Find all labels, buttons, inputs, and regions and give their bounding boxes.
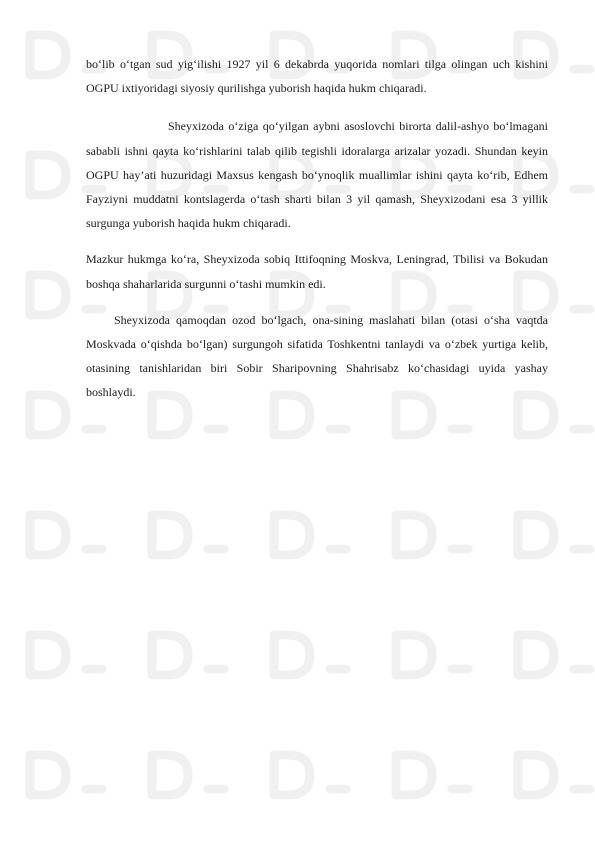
watermark-glyph (152, 635, 188, 675)
document-body (86, 52, 548, 405)
watermark-glyph (30, 395, 66, 435)
watermark-glyph (30, 35, 66, 75)
watermark-glyph (518, 755, 554, 795)
watermark-glyph (274, 635, 310, 675)
watermark-glyph (396, 515, 432, 555)
watermark-glyph (152, 515, 188, 555)
watermark-glyph (518, 515, 554, 555)
watermark-glyph (274, 755, 310, 795)
watermark-glyph (30, 275, 66, 315)
watermark-glyph (396, 755, 432, 795)
watermark-glyph (396, 635, 432, 675)
watermark-glyph (30, 155, 66, 195)
watermark-glyph (518, 635, 554, 675)
watermark-glyph (30, 635, 66, 675)
watermark-glyph (30, 755, 66, 795)
paragraph-1: bo‘lib o‘tgan sud yig‘ilishi 1927 yil 6 dekabrda yuqorida nomlari tilga olingan uch kishini OGPU ixtiyoridagi siyosiy qurilishga yuborish haqida hukm chiqaradi. (86, 57, 548, 96)
paragraph-2: Sheyxizoda o‘ziga qo‘yilgan aybni asoslovchi birorta dalil-ashyo bo‘lmagani sababli ishni qayta ko‘rishlarini talab qilib tegishli idoralarga arizalar yozadi. Shundan keyin OGPU hay’ati huzuridagi Maxsus kengash bo‘ynoqlik muallimlar ishini qayta ko‘rib, Edhem Fayziyni muddatni kontslagerda o‘tash sharti bilan 3 yil qamash, Sheyxizodani esa 3 yillik surgunga yuborish haqida hukm chiqaradi. (86, 119, 548, 231)
paragraph-3: Mazkur hukmga ko‘ra, Sheyxizoda sobiq Ittifoqning Moskva, Leningrad, Tbilisi va Bokudan boshqa shaharlarida surgunni o‘tashi mumkin edi. (86, 252, 548, 291)
watermark-glyph (30, 515, 66, 555)
paragraph-4: Sheyxizoda qamoqdan ozod bo‘lgach, ona-sining maslahati bilan (otasi o‘sha vaqtda Moskvada o‘qishda bo‘lgan) surgungoh sifatida Toshkentni tanlaydi va o‘zbek yurtiga kelib, otasining tanishlaridan biri Sobir Sharipovning Shahrisabz ko‘chasidagi uyida yashay boshlaydi. (86, 312, 548, 400)
watermark-glyph (152, 755, 188, 795)
watermark-glyph (274, 515, 310, 555)
